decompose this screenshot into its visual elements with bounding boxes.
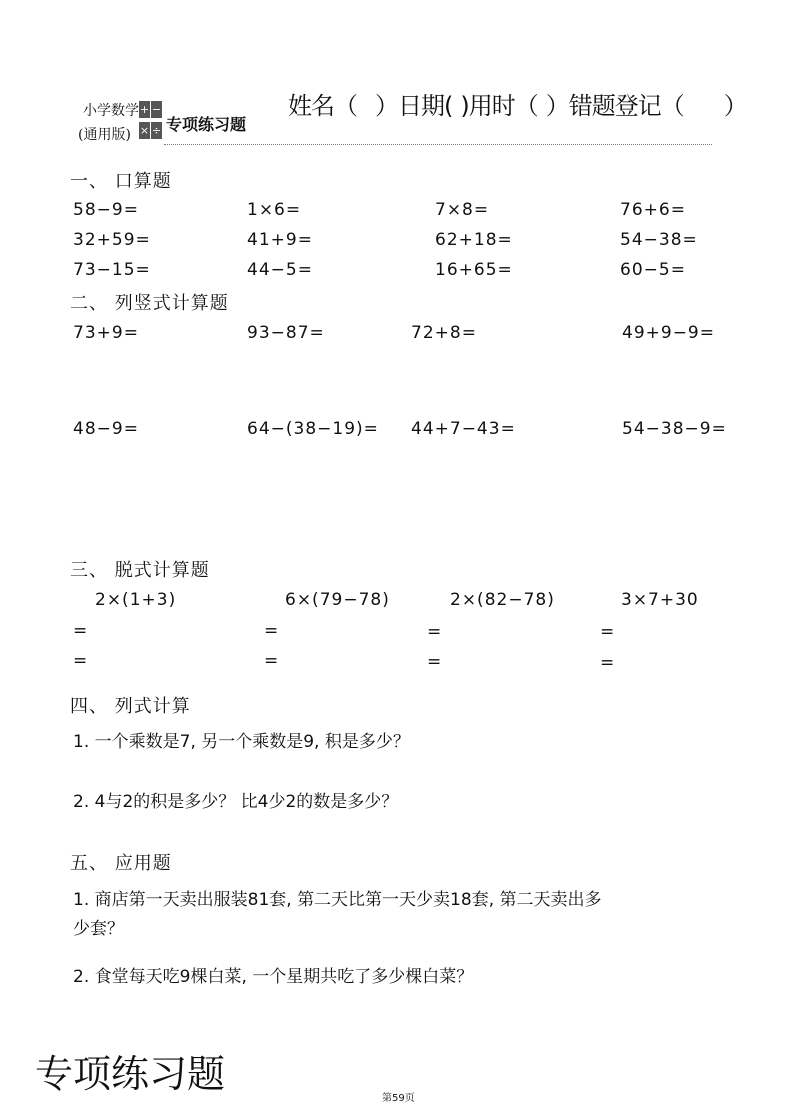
equals-sign: = (600, 653, 616, 673)
oral-problem: 16+65= (435, 260, 513, 280)
logo-operator-icon (139, 101, 163, 141)
word-problem: 1. 一个乘数是7, 另一个乘数是9, 积是多少？ (73, 732, 410, 752)
header-divider (164, 144, 712, 145)
stepwise-problem: 3×7+30 (621, 590, 699, 610)
equals-sign: = (73, 621, 89, 641)
equals-sign: = (427, 652, 443, 672)
divide-icon: ÷ (151, 124, 162, 137)
stepwise-problem: 6×(79−78) (285, 590, 390, 610)
plus-icon: + (139, 103, 150, 116)
vertical-problem: 44+7−43= (411, 419, 516, 439)
application-problem-continued: 少套？ (73, 919, 124, 939)
error-log-field-label: ）错题登记（ (545, 92, 684, 120)
vertical-problem: 48−9= (73, 419, 139, 439)
oral-problem: 44−5= (247, 260, 313, 280)
equals-sign: = (73, 651, 89, 671)
equals-sign: = (427, 622, 443, 642)
oral-problem: 62+18= (435, 230, 513, 250)
application-problem: 2. 食堂每天吃9棵白菜, 一个星期共吃了多少棵白菜？ (73, 967, 474, 987)
logo-edition: (通用版) (78, 127, 131, 143)
logo-title: 专项练习题 (166, 115, 247, 134)
vertical-problem: 73+9= (73, 323, 139, 343)
stepwise-problem: 2×(1+3) (95, 590, 177, 610)
application-problem: 1. 商店第一天卖出服装81套, 第二天比第一天少卖18套, 第二天卖出多 (73, 890, 602, 910)
equals-sign: = (264, 651, 280, 671)
section-5-title: 五、 应用题 (70, 853, 172, 874)
oral-problem: 1×6= (247, 200, 302, 220)
minus-icon: − (151, 103, 162, 116)
equals-sign: = (600, 622, 616, 642)
oral-problem: 60−5= (620, 260, 686, 280)
time-field-label: )用时（ (460, 92, 538, 120)
oral-problem: 54−38= (620, 230, 698, 250)
section-2-title: 二、 列竖式计算题 (70, 293, 229, 314)
oral-problem: 76+6= (620, 200, 686, 220)
word-problem: 2. 4与2的积是多少？ 比4少2的数是多少？ (73, 792, 399, 812)
stepwise-problem: 2×(82−78) (450, 590, 555, 610)
date-field-label: ）日期( (375, 92, 453, 120)
section-4-title: 四、 列式计算 (70, 696, 191, 717)
vertical-problem: 54−38−9= (622, 419, 727, 439)
oral-problem: 58−9= (73, 200, 139, 220)
section-3-title: 三、 脱式计算题 (70, 560, 210, 581)
oral-problem: 41+9= (247, 230, 313, 250)
logo-subject: 小学数学 (83, 103, 139, 119)
vertical-problem: 93−87= (247, 323, 325, 343)
oral-problem: 7×8= (435, 200, 490, 220)
oral-problem: 73−15= (73, 260, 151, 280)
section-1-title: 一、 口算题 (70, 171, 172, 192)
vertical-problem: 49+9−9= (622, 323, 715, 343)
page-big-title: 专项练习题 (35, 1052, 226, 1096)
vertical-problem: 72+8= (411, 323, 477, 343)
name-field-label: 姓名（ (288, 92, 357, 120)
vertical-problem: 64−(38−19)= (247, 419, 379, 439)
student-info-fields (288, 86, 747, 121)
multiply-icon: × (139, 124, 150, 137)
oral-problem: 32+59= (73, 230, 151, 250)
error-log-field-close: ） (723, 92, 747, 120)
equals-sign: = (264, 621, 280, 641)
page-number: 第59页 (382, 1093, 415, 1104)
